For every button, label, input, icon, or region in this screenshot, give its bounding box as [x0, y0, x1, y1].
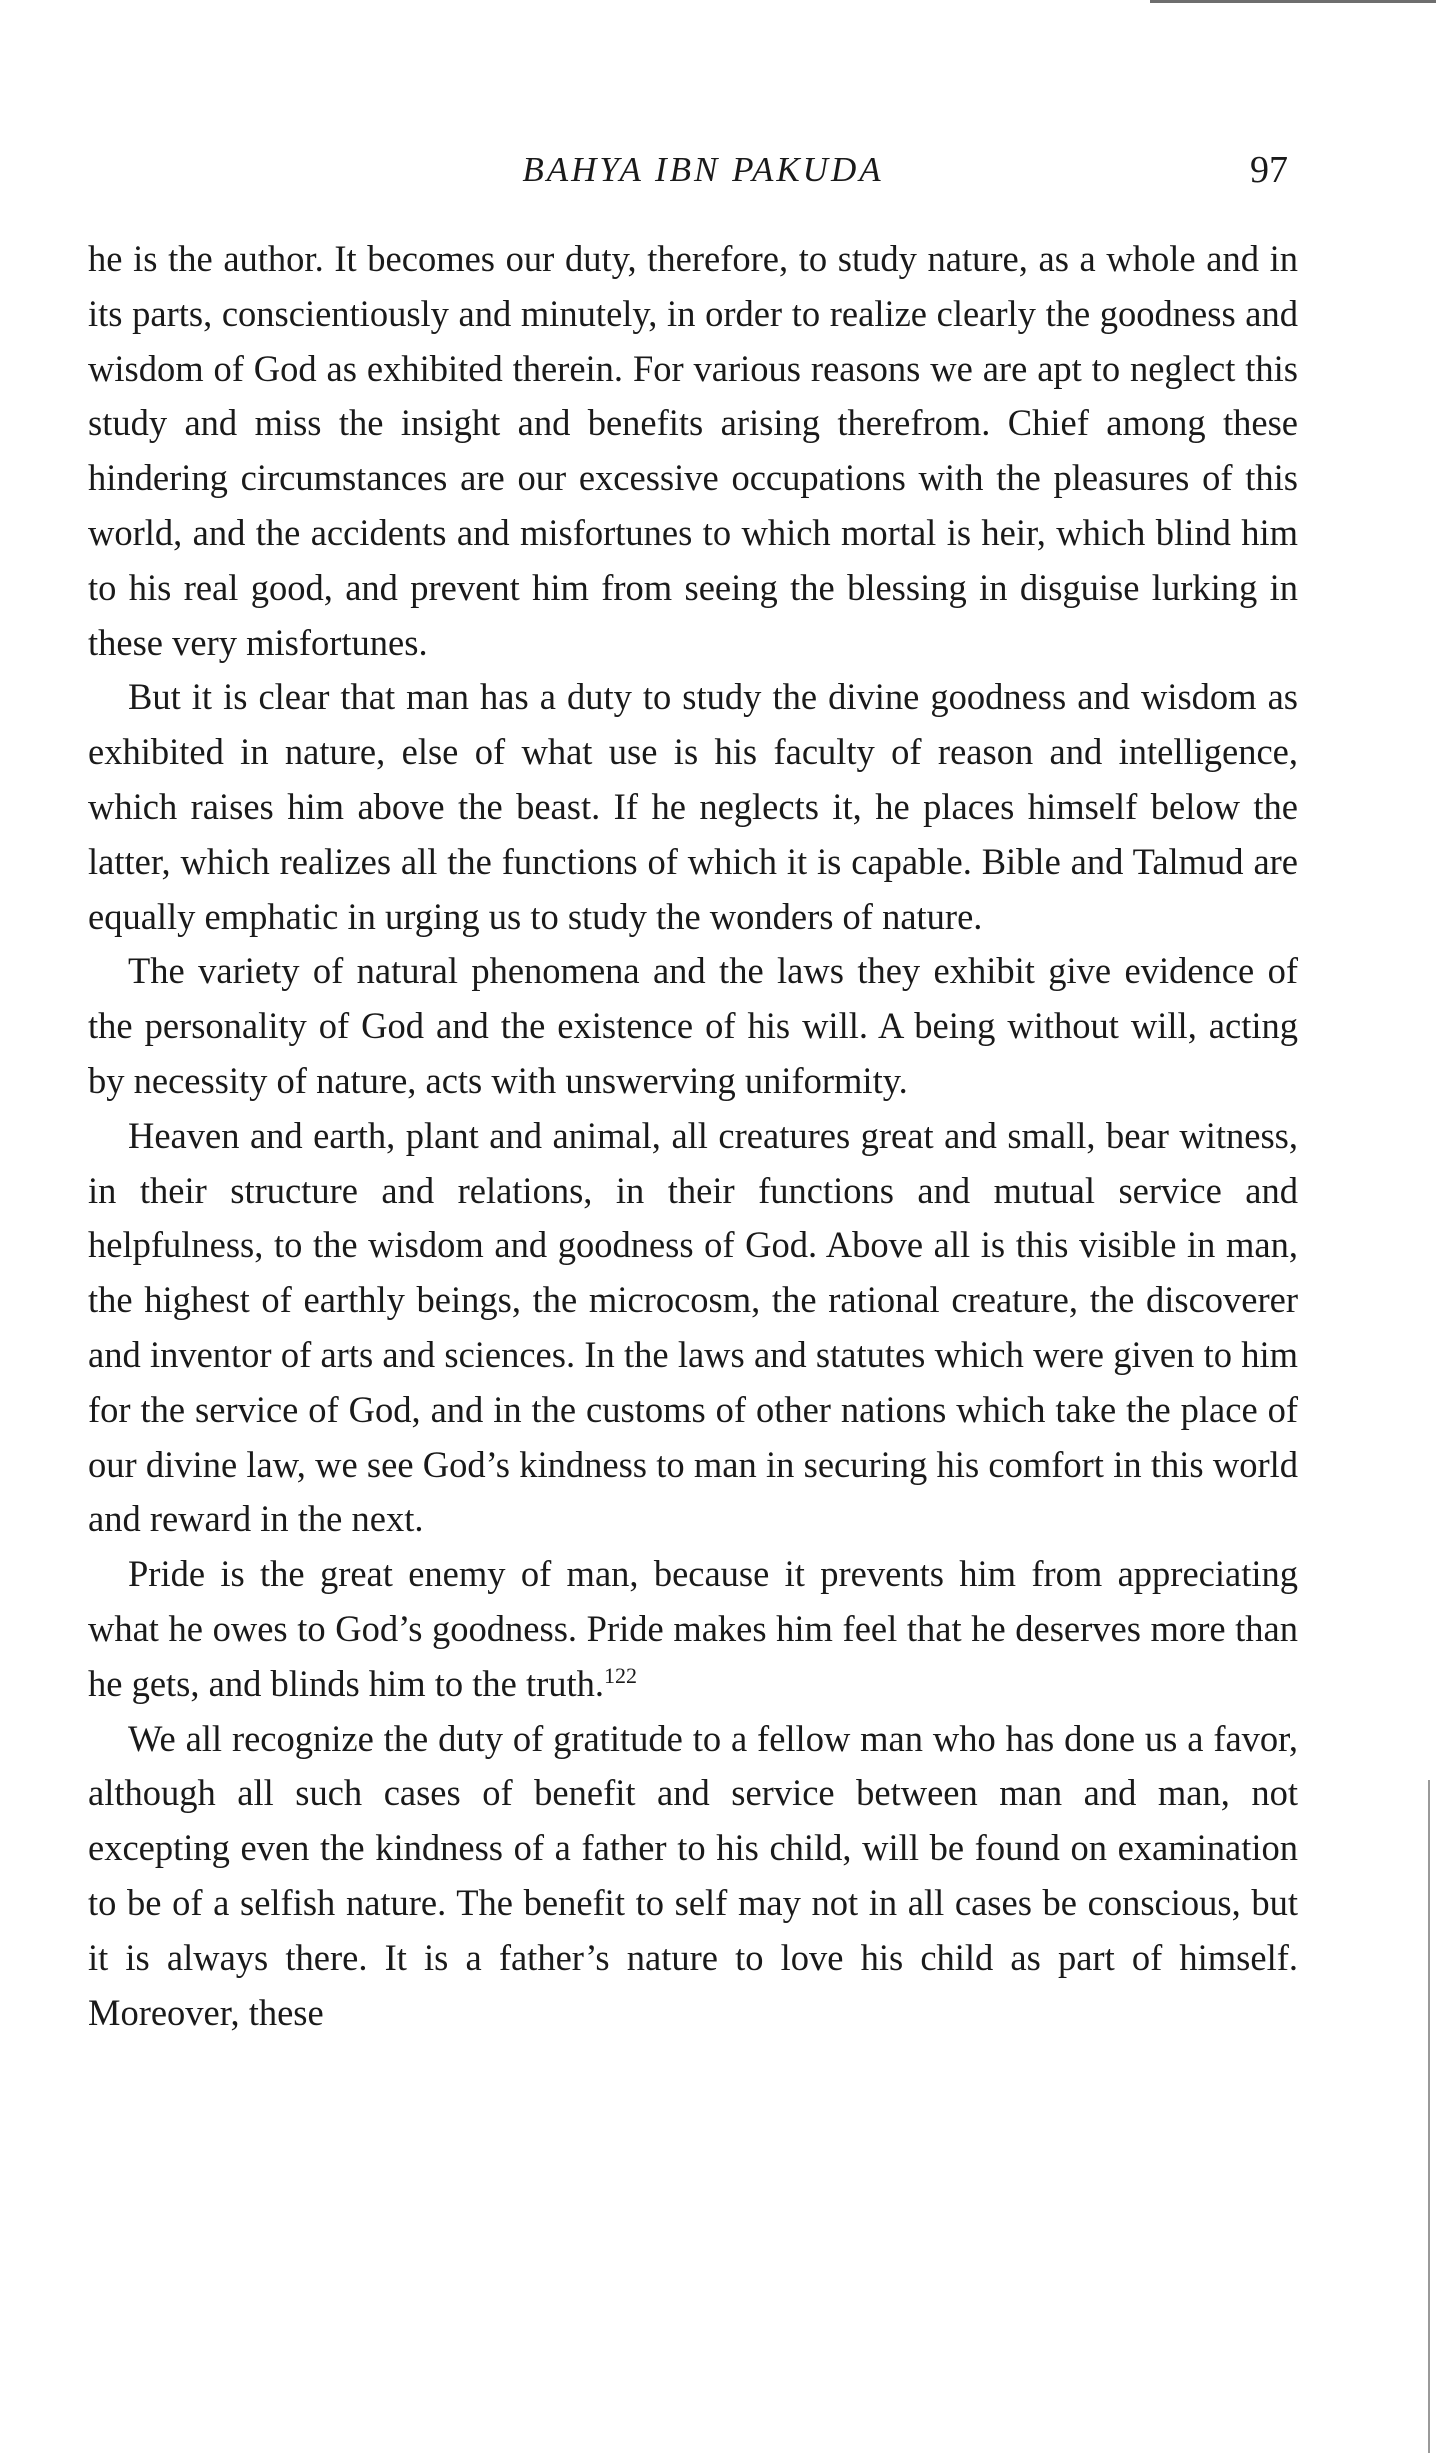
paragraph-1: he is the author. It becomes our duty, therefore, to study nature, as a whole and in its parts, conscientiously and minutely, in order to realize clearly the goodness and wisdom of God as exhibited therein. For various reasons we are apt to neglect this study and miss the insight and benefits arising therefrom. Chief among these hindering circumstances are our excessive occupations with the pleasures of this world, and the accidents and misfortunes to which mortal is heir, which blind him to his real good, and prevent him from seeing the blessing in disguise lurking in these very misfortunes.: [88, 238, 1298, 663]
paragraph-5: [88, 1547, 1298, 1711]
running-head: BAHYA IBN PAKUDA: [522, 150, 884, 189]
top-edge-rule: [1150, 0, 1436, 3]
paragraph-6: We all recognize the duty of gratitude to a fellow man who has done us a favor, although all such cases of benefit and service between man and man, not excepting even the kindness of a father to his child, will be found on examination to be of a selfish nature. The benefit to self may not in all cases be conscious, but it is always there. It is a father’s nature to love his child as part of himself. Moreover, these: [88, 1717, 1298, 2033]
paragraph-3: The variety of natural phenomena and the laws they exhibit give evidence of the personality of God and the existence of his will. A being without will, acting by necessity of nature, acts with unswerving uniformity.: [88, 950, 1298, 1101]
page-edge-line: [1428, 1780, 1430, 2453]
paragraph-4: Heaven and earth, plant and animal, all creatures great and small, bear witness, in their structure and relations, in their functions and mutual service and helpfulness, to the wisdom and goodness of God. Above all is this visible in man, the highest of earthly beings, the microcosm, the rational creature, the discoverer and inventor of arts and sciences. In the laws and statutes which were given to him for the service of God, and in the customs of other nations which take the place of our divine law, we see God’s kindness to man in securing his comfort in this world and reward in the next.: [88, 1114, 1298, 1540]
footnote-reference: 122: [604, 1662, 638, 1688]
paragraph-2: But it is clear that man has a duty to study the divine goodness and wisdom as exhibited in nature, else of what use is his faculty of reason and intelligence, which raises him above the beast. If he neglects it, he places himself below the latter, which realizes all the functions of which it is capable. Bible and Talmud are equally emphatic in urging us to study the wonders of nature.: [88, 676, 1298, 937]
page-number: 97: [1250, 149, 1288, 191]
body-text: [88, 232, 1298, 2040]
paragraph-5-text: Pride is the great enemy of man, because it prevents him from appreciating what he owes to God’s goodness. Pride makes him feel that he deserves more than he gets, and blinds him to the truth.: [88, 1553, 1298, 1704]
page-header: [88, 150, 1298, 200]
